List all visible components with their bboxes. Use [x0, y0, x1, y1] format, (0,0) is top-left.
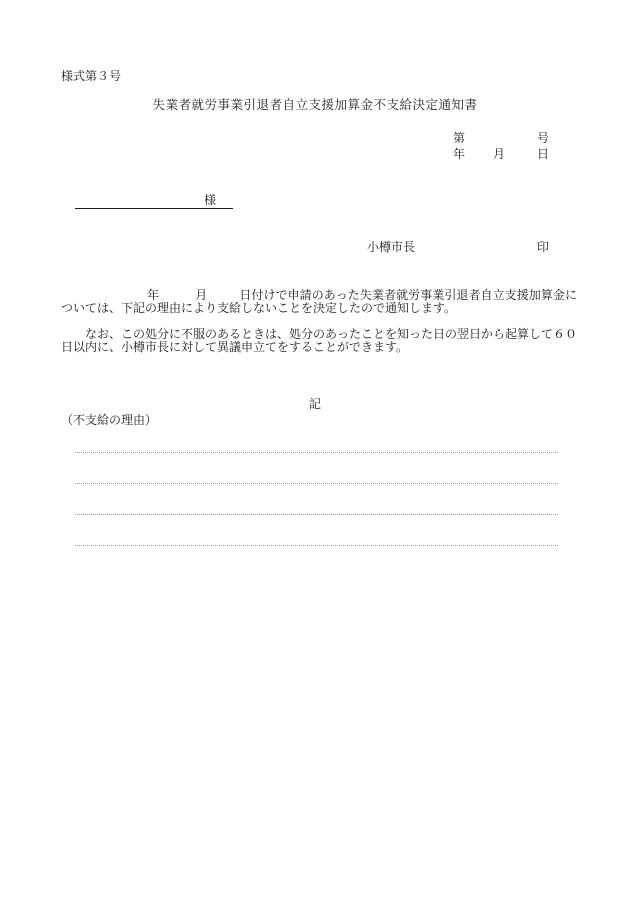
- reason-line: [75, 483, 558, 484]
- issue-date-month: 月: [493, 147, 506, 161]
- document-title: 失業者就労事業引退者自立支援加算金不支給決定通知書: [152, 97, 478, 112]
- notice-paragraph-1-text: 日付けで申請のあった失業者就労事業引退者自立支援加算金については、下記の理由により支給しないことを決定したので通知します。: [61, 288, 577, 315]
- notice-paragraph-2-text: なお、この処分に不服のあるときは、処分のあったことを知った日の翌日から起算して６０日以内に、小樽市長に対して異議申立てをすることができます。: [61, 327, 577, 354]
- reason-heading: （不支給の理由）: [61, 413, 158, 427]
- addressee-honorific: 様: [204, 193, 217, 207]
- reason-line: [75, 452, 558, 453]
- document-number-prefix: 第: [453, 131, 466, 145]
- reason-line: [75, 545, 558, 546]
- issue-date-year: 年: [453, 147, 466, 161]
- notice-paragraph-1: [61, 289, 577, 315]
- ki-heading: 記: [308, 397, 321, 411]
- seal-mark: 印: [537, 240, 550, 254]
- form-number: 様式第３号: [61, 69, 122, 83]
- application-date-month: 月: [195, 288, 208, 302]
- issuer-name: 小樽市長: [367, 240, 416, 254]
- application-date-year: 年: [147, 288, 160, 302]
- issue-date-day: 日: [537, 147, 550, 161]
- document-number-suffix: 号: [537, 131, 550, 145]
- notice-paragraph-2: [61, 328, 577, 354]
- reason-line: [75, 514, 558, 515]
